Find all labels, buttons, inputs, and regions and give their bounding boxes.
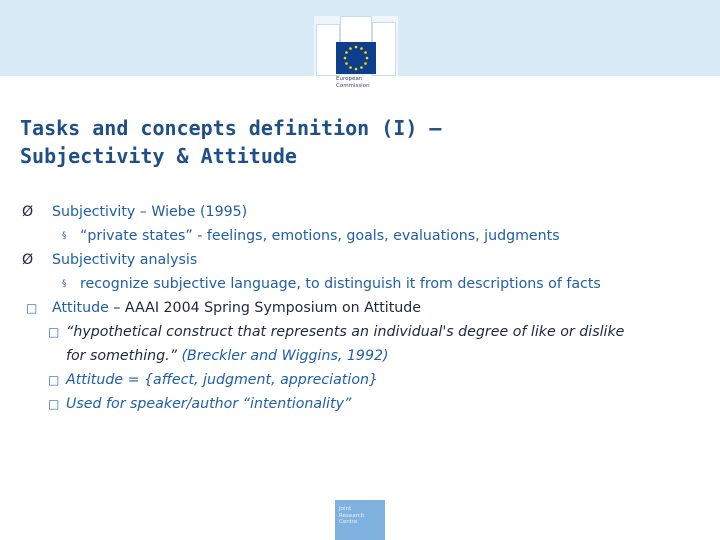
jrc-logo-line1: Joint xyxy=(339,506,352,512)
logo-text-line1: European xyxy=(336,76,363,82)
citation-text: (Breckler and Wiggins, 1992) xyxy=(181,348,389,364)
bullet-text: Subjectivity – Wiebe (1995) xyxy=(52,204,248,220)
title-line1: Tasks and concepts definition (I) – xyxy=(20,116,442,140)
logo-text xyxy=(336,76,396,90)
sub-bullet-item xyxy=(62,274,601,294)
eu-stars-icon xyxy=(336,42,376,74)
bullet-text: Attitude = {affect, judgment, appreciation} xyxy=(66,372,379,388)
arrow-bullet-icon: Ø xyxy=(22,252,34,268)
checkbox-bullet-icon: □ xyxy=(26,301,38,315)
sub-bullet-item xyxy=(48,322,624,342)
bullet-text: Used for speaker/author “intentionality” xyxy=(66,396,352,412)
bullet-item xyxy=(26,298,421,318)
checkbox-bullet-icon: □ xyxy=(48,325,60,339)
jrc-logo-line3: Centre xyxy=(339,519,358,525)
bullet-text-prefix: Attitude xyxy=(52,300,109,316)
logo-text-line2: Commission xyxy=(336,83,370,89)
bullet-text: recognize subjective language, to distinguish it from descriptions of facts xyxy=(80,276,601,292)
bullet-text: for something.” xyxy=(66,348,182,364)
bullet-text: Subjectivity analysis xyxy=(52,252,198,268)
bullet-item xyxy=(22,202,247,222)
european-commission-logo xyxy=(314,16,398,98)
square-bullet-icon: § xyxy=(62,231,67,241)
arrow-bullet-icon: Ø xyxy=(22,204,34,220)
square-bullet-icon: § xyxy=(62,279,67,289)
jrc-logo xyxy=(335,500,385,540)
bullet-text: “private states” - feelings, emotions, goals, evaluations, judgments xyxy=(80,228,560,244)
jrc-logo-line2: Research xyxy=(339,512,365,519)
bullet-text: “hypothetical construct that represents an individual's degree of like or dislike xyxy=(66,324,625,340)
title-line2: Subjectivity & Attitude xyxy=(20,144,297,168)
slide-title xyxy=(20,114,700,170)
sub-bullet-item xyxy=(48,370,378,390)
checkbox-bullet-icon: □ xyxy=(48,373,60,387)
bullet-item xyxy=(22,250,197,270)
bullet-text: – AAAI 2004 Spring Symposium on Attitude xyxy=(108,300,421,316)
sub-bullet-item xyxy=(48,394,351,414)
bullet-continuation xyxy=(66,346,389,366)
jrc-logo-text xyxy=(339,506,364,526)
sub-bullet-item xyxy=(62,226,560,246)
checkbox-bullet-icon: □ xyxy=(48,397,60,411)
eu-flag-icon xyxy=(336,42,376,74)
